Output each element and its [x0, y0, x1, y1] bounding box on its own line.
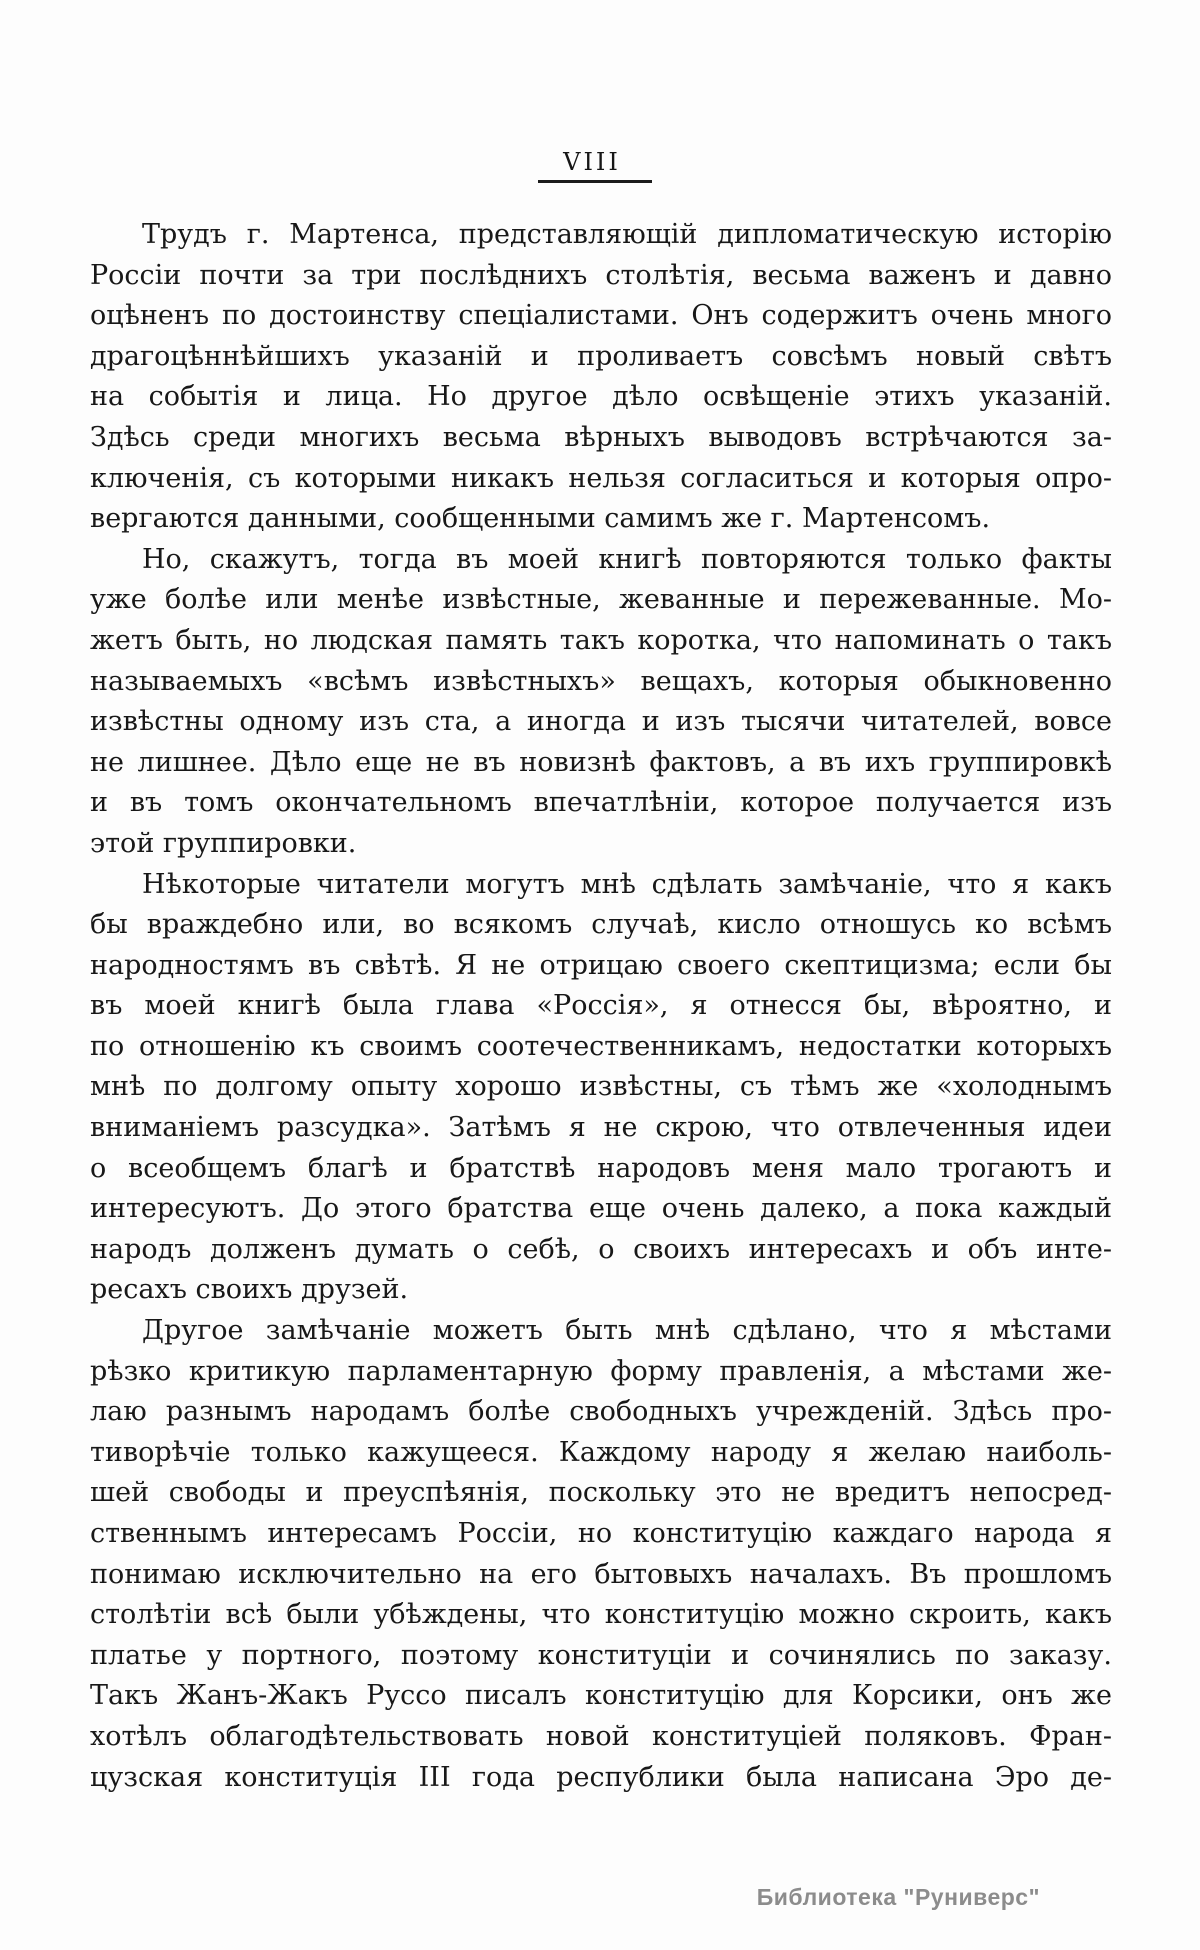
- text-line: понимаю исключительно на его бытовыхъ началахъ. Въ прошломъ: [90, 1558, 1112, 1590]
- text-line: называемыхъ «всѣмъ извѣстныхъ» вещахъ, которыя обыкновенно: [90, 665, 1112, 697]
- text-line: драгоцѣннѣйшихъ указаній и проливаетъ совсѣмъ новый свѣтъ: [90, 340, 1112, 372]
- text-line: этой группировки.: [90, 827, 357, 859]
- text-line: Трудъ г. Мартенса, представляющій дипломатическую исторію: [142, 219, 1112, 250]
- text-line: Здѣсь среди многихъ весьма вѣрныхъ выводовъ встрѣчаются за-: [90, 421, 1112, 453]
- text-line: вниманіемъ разсудка». Затѣмъ я не скрою, что отвлеченныя идеи: [90, 1112, 1112, 1144]
- text-line: извѣстны одному изъ ста, а иногда и изъ тысячи читателей, вовсе: [90, 706, 1112, 738]
- text-line: столѣтіи всѣ были убѣждены, что конституцію можно скроить, какъ: [90, 1599, 1112, 1631]
- text-line: уже болѣе или менѣе извѣстные, жеванные и пережеванные. Мо-: [90, 584, 1112, 616]
- text-line: Другое замѣчаніе можетъ быть мнѣ сдѣлано, что я мѣстами: [142, 1315, 1112, 1347]
- page-number: VIII: [563, 148, 621, 176]
- text-block: [90, 215, 1112, 1798]
- text-line: вергаются данными, сообщенными самимъ же г. Мартенсомъ.: [90, 503, 991, 535]
- text-line: на событія и лица. Но другое дѣло освѣщеніе этихъ указаній.: [90, 381, 1112, 413]
- library-watermark: Библиотека "Руниверс": [756, 1884, 1040, 1910]
- text-line: рѣзко критикую парламентарную форму правленія, а мѣстами же-: [90, 1355, 1112, 1387]
- text-line: бы враждебно или, во всякомъ случаѣ, кисло отношусь ко всѣмъ: [90, 909, 1112, 941]
- text-line: о всеобщемъ благѣ и братствѣ народовъ меня мало трогаютъ и: [90, 1152, 1112, 1184]
- text-line: лаю разнымъ народамъ болѣе свободныхъ учрежденій. Здѣсь про-: [90, 1396, 1112, 1428]
- text-line: народностямъ въ свѣтѣ. Я не отрицаю своего скептицизма; если бы: [90, 949, 1112, 981]
- text-line: и въ томъ окончательномъ впечатлѣніи, которое получается изъ: [90, 787, 1112, 819]
- text-line: ственнымъ интересамъ Россіи, но конституцію каждаго народа я: [90, 1518, 1112, 1549]
- text-line: оцѣненъ по достоинству спеціалистами. Онъ содержитъ очень много: [90, 300, 1112, 332]
- header-rule-divider: [538, 180, 652, 183]
- text-line: шей свободы и преуспѣянія, поскольку это не вредитъ непосред-: [90, 1477, 1112, 1509]
- text-line: платье у портного, поэтому конституціи и сочинялись по заказу.: [90, 1639, 1112, 1671]
- text-line: народъ долженъ думать о себѣ, о своихъ интересахъ и объ инте-: [90, 1233, 1112, 1265]
- text-line: ключенія, съ которыми никакъ нельзя согласиться и которыя опро-: [90, 462, 1112, 494]
- text-line: хотѣлъ облагодѣтельствовать новой конституціей поляковъ. Фран-: [90, 1720, 1112, 1752]
- text-line: не лишнее. Дѣло еще не въ новизнѣ фактовъ, а въ ихъ группировкѣ: [90, 746, 1112, 778]
- text-line: Но, скажутъ, тогда въ моей книгѣ повторяются только факты: [142, 543, 1112, 575]
- text-line: Нѣкоторые читатели могутъ мнѣ сдѣлать замѣчаніе, что я какъ: [142, 868, 1112, 900]
- text-line: въ моей книгѣ была глава «Россія», я отнесся бы, вѣроятно, и: [90, 990, 1112, 1022]
- text-line: интересуютъ. До этого братства еще очень далеко, а пока каждый: [90, 1193, 1112, 1225]
- text-line: Россіи почти за три послѣднихъ столѣтія, весьма важенъ и давно: [90, 259, 1112, 291]
- text-line: жетъ быть, но людская память такъ коротка, что напоминать о такъ: [90, 624, 1112, 656]
- text-line: Такъ Жанъ-Жакъ Руссо писалъ конституцію для Корсики, онъ же: [90, 1680, 1112, 1712]
- paragraph: [90, 540, 1112, 865]
- text-line: цузская конституція III года республики была написана Эро де-: [90, 1761, 1112, 1793]
- text-line: тиворѣчіе только кажущееся. Каждому народу я желаю наиболь-: [90, 1436, 1112, 1468]
- text-line: по отношенію къ своимъ соотечественникамъ, недостатки которыхъ: [90, 1030, 1112, 1062]
- paragraph: [90, 215, 1112, 540]
- paragraph: [90, 1311, 1112, 1798]
- text-line: мнѣ по долгому опыту хорошо извѣстны, съ тѣмъ же «холоднымъ: [90, 1071, 1112, 1103]
- paragraph: [90, 865, 1112, 1312]
- text-line: ресахъ своихъ друзей.: [90, 1274, 409, 1306]
